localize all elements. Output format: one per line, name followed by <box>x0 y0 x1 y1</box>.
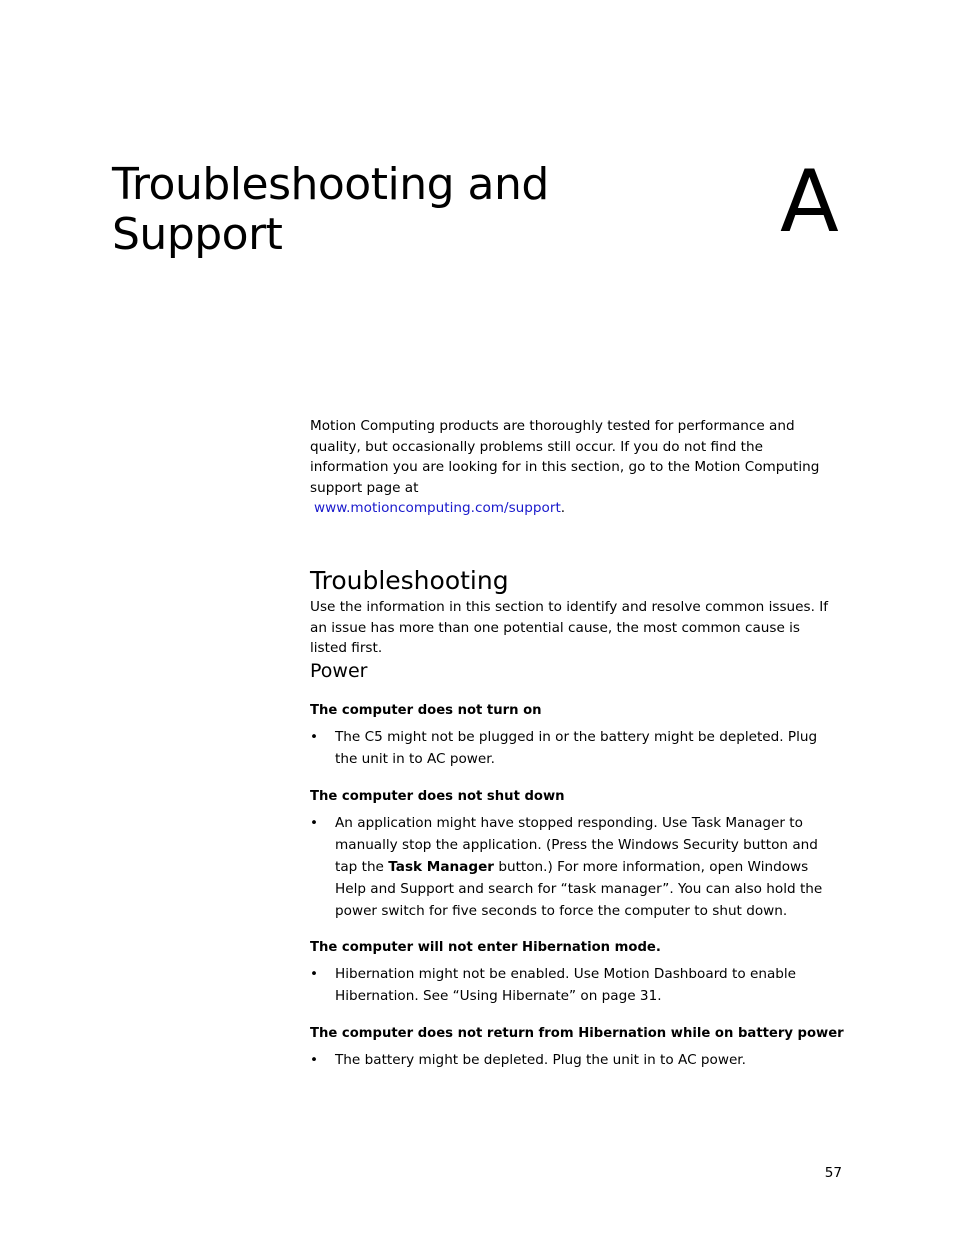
intro-paragraph <box>310 416 840 519</box>
bullet-marker: • <box>310 1052 319 1068</box>
intro-period: . <box>560 500 566 517</box>
bullet-text: The battery might be depleted. Plug the unit in to AC power. <box>335 1052 746 1068</box>
support-link[interactable]: www.motioncomputing.com/support <box>314 500 561 517</box>
appendix-letter: A <box>780 152 839 252</box>
bullet-marker: • <box>310 729 319 745</box>
subsection-heading-power: Power <box>310 660 368 682</box>
bullet-text <box>335 812 842 922</box>
page-number: 57 <box>824 1165 842 1181</box>
bullet-text: The C5 might not be plugged in or the battery might be depleted. Plug the unit in to AC power. <box>335 729 818 767</box>
bullet-marker: • <box>310 966 319 982</box>
issue-title: The computer will not enter Hibernation mode. <box>310 940 661 955</box>
issue-bullet <box>310 726 842 770</box>
section-intro-paragraph: Use the information in this section to identify and resolve common issues. If an issue has more than one potential cause, the most common cause is listed first. <box>310 599 829 657</box>
chapter-title-line-1: Troubleshooting and <box>112 159 549 210</box>
issue-title: The computer does not turn on <box>310 703 542 718</box>
bullet-text-part: An application might have stopped responding. Use Task Manager to manually stop the application. (Press the Windows Security button and tap the <box>335 815 818 875</box>
issue-bullet <box>310 1049 842 1071</box>
chapter-title <box>112 160 549 260</box>
bullet-text: Hibernation might not be enabled. Use Motion Dashboard to enable Hibernation. See “Using Hibernate” on page 31. <box>335 966 797 1004</box>
issue-title: The computer does not shut down <box>310 789 565 804</box>
chapter-title-line-2: Support <box>112 209 283 260</box>
bullet-text-bold: Task Manager <box>388 859 495 875</box>
section-heading-troubleshooting: Troubleshooting <box>310 566 509 595</box>
bullet-marker: • <box>310 815 319 831</box>
issue-title: The computer does not return from Hibernation while on battery power <box>310 1026 844 1041</box>
issue-bullet <box>310 812 842 922</box>
issue-bullet <box>310 963 842 1007</box>
bullet-text-part: button.) For more information, open Windows Help and Support and search for “task manager”. You can also hold the power switch for five seconds to force the computer to shut down. <box>335 859 823 919</box>
intro-text: Motion Computing products are thoroughly tested for performance and quality, but occasionally problems still occur. If you do not find the information you are looking for in this section, go to the Motion Computing support page at <box>310 418 820 496</box>
